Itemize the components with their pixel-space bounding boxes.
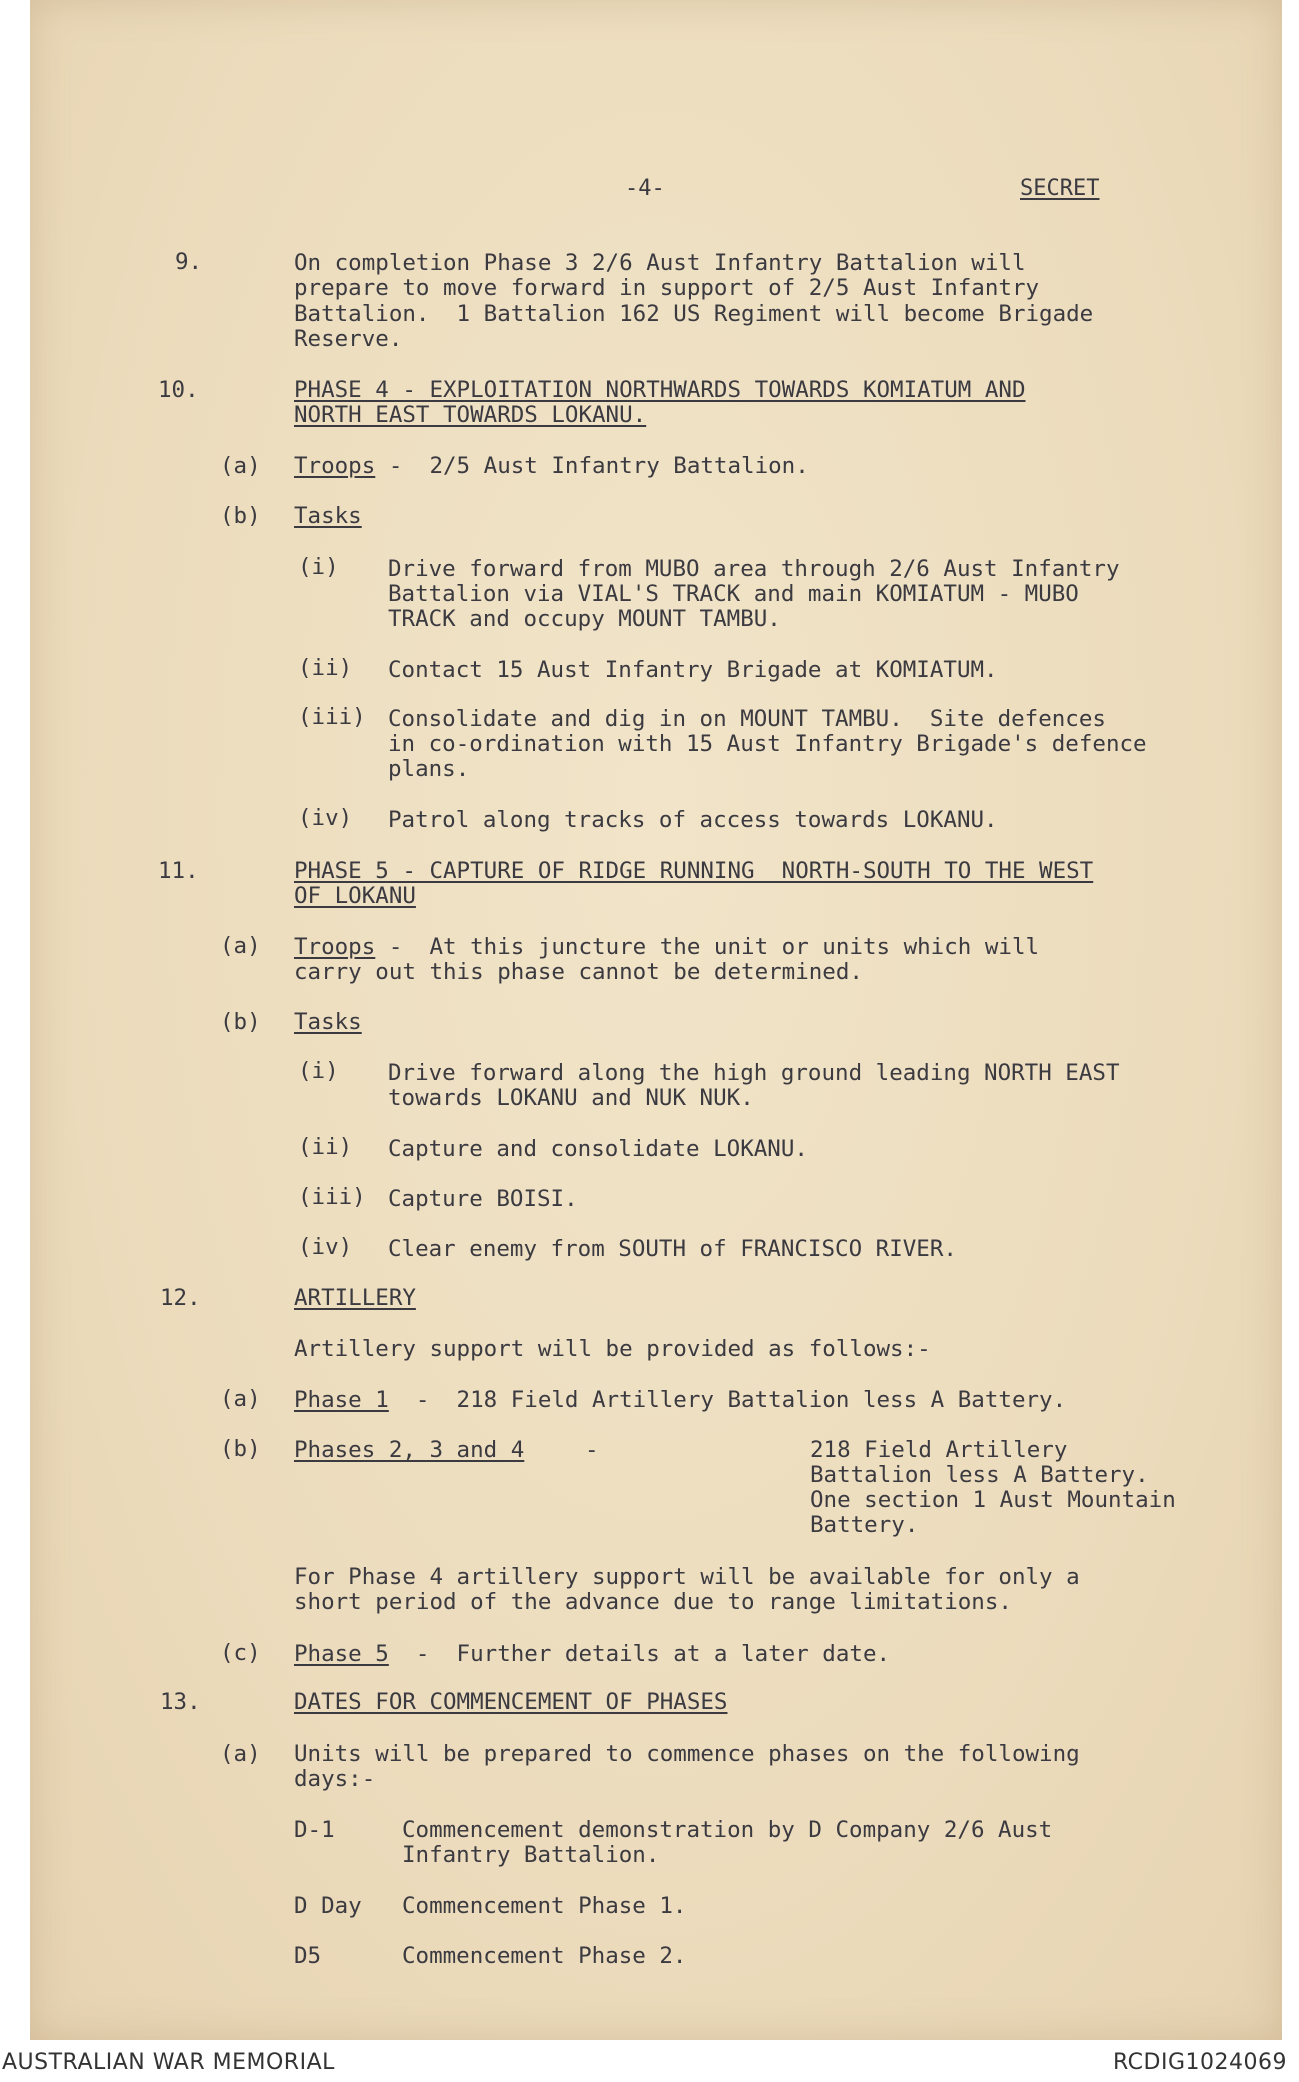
schedule-day: D-1 xyxy=(294,1817,335,1843)
para-13-heading: DATES FOR COMMENCEMENT OF PHASES xyxy=(294,1689,728,1715)
para-12-b-label: (b) xyxy=(220,1436,261,1462)
para-9-line: On completion Phase 3 2/6 Aust Infantry Battalion will xyxy=(294,250,1026,276)
task-line: Battalion via VIAL'S TRACK and main KOMIATUM - MUBO xyxy=(388,581,1079,607)
task-number: (iv) xyxy=(298,805,353,831)
schedule-day: D Day xyxy=(294,1893,362,1919)
para-13-number: 13. xyxy=(160,1689,201,1715)
task-line: Patrol along tracks of access towards LOKANU. xyxy=(388,807,998,833)
para-10-a-title: Troops xyxy=(294,453,376,479)
para-12-b-line: One section 1 Aust Mountain xyxy=(810,1487,1176,1513)
para-10-b-title: Tasks xyxy=(294,503,362,529)
para-10-a-text: - 2/5 Aust Infantry Battalion. xyxy=(375,453,809,479)
para-12-c-label: (c) xyxy=(220,1640,261,1666)
para-9-number: 9. xyxy=(175,249,203,275)
task-number: (iii) xyxy=(298,1184,366,1210)
task-line: TRACK and occupy MOUNT TAMBU. xyxy=(388,606,781,632)
task-line: in co-ordination with 15 Aust Infantry Brigade's defence xyxy=(388,731,1147,757)
task-line: towards LOKANU and NUK NUK. xyxy=(388,1085,754,1111)
task-line: plans. xyxy=(388,756,470,782)
schedule-line: Commencement Phase 2. xyxy=(402,1943,687,1969)
task-line: Capture and consolidate LOKANU. xyxy=(388,1136,808,1162)
para-9-line: prepare to move forward in support of 2/5 Aust Infantry xyxy=(294,275,1040,301)
para-12-note: short period of the advance due to range limitations. xyxy=(294,1589,1012,1615)
para-13-a-line: days:- xyxy=(294,1766,376,1792)
para-11-a-text: - At this juncture the unit or units which will xyxy=(375,934,1040,960)
para-11-heading: OF LOKANU xyxy=(294,883,416,909)
para-10-number: 10. xyxy=(158,377,199,403)
archive-reference: RCDIG1024069 xyxy=(1112,2050,1287,2075)
para-10-b-label: (b) xyxy=(220,503,261,529)
para-12-intro: Artillery support will be provided as follows:- xyxy=(294,1336,931,1362)
schedule-line: Commencement Phase 1. xyxy=(402,1893,687,1919)
para-12-c-line xyxy=(294,1642,890,1667)
para-12-a-label: (a) xyxy=(220,1386,261,1412)
classification-label: SECRET xyxy=(1020,176,1100,201)
para-12-b-dash: - xyxy=(585,1437,599,1463)
para-12-b-title: Phases 2, 3 and 4 xyxy=(294,1437,525,1463)
task-line: Contact 15 Aust Infantry Brigade at KOMIATUM. xyxy=(388,657,998,683)
para-12-b-line: Battalion less A Battery. xyxy=(810,1462,1149,1488)
task-line: Drive forward along the high ground leading NORTH EAST xyxy=(388,1060,1120,1086)
para-11-a-line: carry out this phase cannot be determined. xyxy=(294,959,863,985)
para-12-a-text: - 218 Field Artillery Battalion less A Battery. xyxy=(388,1387,1067,1413)
para-11-heading: PHASE 5 - CAPTURE OF RIDGE RUNNING NORTH-SOUTH TO THE WEST xyxy=(294,858,1094,884)
task-number: (i) xyxy=(298,554,339,580)
para-12-b-line: Battery. xyxy=(810,1512,919,1538)
task-line: Drive forward from MUBO area through 2/6 Aust Infantry xyxy=(388,556,1120,582)
schedule-line: Infantry Battalion. xyxy=(402,1842,660,1868)
para-12-c-text: - Further details at a later date. xyxy=(388,1641,891,1667)
para-9-line: Reserve. xyxy=(294,326,403,352)
para-13-a-label: (a) xyxy=(220,1741,261,1767)
task-line: Clear enemy from SOUTH of FRANCISCO RIVER. xyxy=(388,1236,957,1262)
archive-footer xyxy=(0,2040,1299,2082)
task-number: (i) xyxy=(298,1058,339,1084)
para-12-a-line xyxy=(294,1388,1066,1413)
para-10-heading: PHASE 4 - EXPLOITATION NORTHWARDS TOWARDS KOMIATUM AND xyxy=(294,377,1026,403)
page-number: -4- xyxy=(625,176,665,201)
para-12-a-title: Phase 1 xyxy=(294,1387,389,1413)
para-10-heading: NORTH EAST TOWARDS LOKANU. xyxy=(294,402,647,428)
archive-name: AUSTRALIAN WAR MEMORIAL xyxy=(2,2050,335,2075)
schedule-line: Commencement demonstration by D Company 2/6 Aust xyxy=(402,1817,1053,1843)
para-12-heading: ARTILLERY xyxy=(294,1285,416,1311)
task-line: Consolidate and dig in on MOUNT TAMBU. Site defences xyxy=(388,706,1106,732)
para-11-number: 11. xyxy=(158,858,199,884)
task-number: (ii) xyxy=(298,1134,353,1160)
para-9-line: Battalion. 1 Battalion 162 US Regiment will become Brigade xyxy=(294,301,1094,327)
para-11-a-line xyxy=(294,935,1039,960)
para-10-a-label: (a) xyxy=(220,453,261,479)
schedule-day: D5 xyxy=(294,1943,322,1969)
task-line: Capture BOISI. xyxy=(388,1186,578,1212)
para-11-b-label: (b) xyxy=(220,1009,261,1035)
para-11-a-title: Troops xyxy=(294,934,376,960)
para-12-b-line: 218 Field Artillery xyxy=(810,1437,1068,1463)
para-10-a-line xyxy=(294,454,809,479)
para-11-b-title: Tasks xyxy=(294,1009,362,1035)
para-12-c-title: Phase 5 xyxy=(294,1641,389,1667)
task-number: (iv) xyxy=(298,1234,353,1260)
para-12-number: 12. xyxy=(160,1285,201,1311)
document-page xyxy=(30,0,1282,2040)
task-number: (ii) xyxy=(298,655,353,681)
para-11-a-label: (a) xyxy=(220,933,261,959)
task-number: (iii) xyxy=(298,704,366,730)
para-12-note: For Phase 4 artillery support will be available for only a xyxy=(294,1564,1080,1590)
para-13-a-line: Units will be prepared to commence phases on the following xyxy=(294,1741,1080,1767)
